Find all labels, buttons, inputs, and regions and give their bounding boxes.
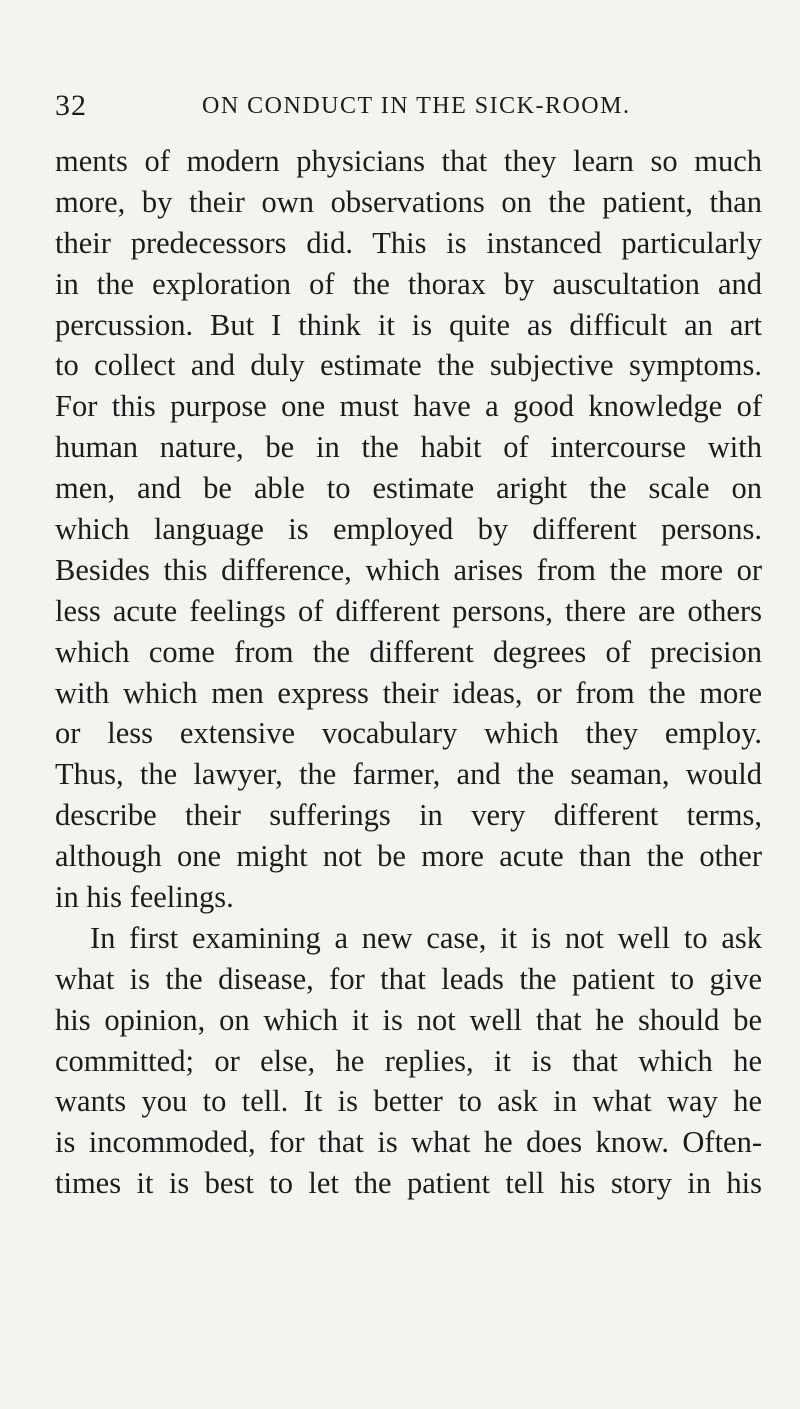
- text-line: to collect and duly estimate the subjective symptoms.: [55, 348, 762, 383]
- text-line: what is the disease, for that leads the patient to give: [55, 961, 762, 996]
- text-line: although one might not be more acute than the other: [55, 839, 762, 874]
- text-line: ments of modern physicians that they learn so much: [55, 144, 762, 178]
- paragraph-first-line: In first examining a new case, it is not well to ask: [90, 920, 762, 955]
- text-line: is incommoded, for that is what he does know. Often-: [55, 1125, 762, 1160]
- text-line: which come from the different degrees of precision: [55, 634, 762, 669]
- text-line: his opinion, on which it is not well that he should be: [55, 1002, 762, 1037]
- page-number: 32: [55, 89, 87, 122]
- text-line: times it is best to let the patient tell his story in his: [55, 1166, 762, 1201]
- text-line: Besides this difference, which arises from the more or: [55, 552, 762, 587]
- text-line: which language is employed by different persons.: [55, 512, 762, 547]
- running-title: ON CONDUCT IN THE SICK-ROOM.: [202, 93, 631, 119]
- text-line: their predecessors did. This is instanced particularly: [55, 225, 762, 260]
- text-line: in the exploration of the thorax by auscultation and: [55, 266, 762, 301]
- text-line: human nature, be in the habit of intercourse with: [55, 430, 762, 465]
- text-line: For this purpose one must have a good knowledge of: [55, 389, 762, 424]
- body-text: [55, 141, 765, 1204]
- text-line: committed; or else, he replies, it is that which he: [55, 1043, 762, 1078]
- page-header: [55, 88, 755, 124]
- text-line: less acute feelings of different persons, there are others: [55, 593, 762, 628]
- text-line: wants you to tell. It is better to ask in what way he: [55, 1084, 762, 1119]
- text-line: in his feelings.: [55, 880, 234, 915]
- text-line: with which men express their ideas, or from the more: [55, 675, 762, 710]
- text-line: describe their sufferings in very different terms,: [55, 798, 762, 833]
- text-line: or less extensive vocabulary which they employ.: [55, 716, 762, 751]
- text-line: percussion. But I think it is quite as difficult an art: [55, 307, 762, 342]
- text-line: more, by their own observations on the patient, than: [55, 184, 762, 219]
- text-line: men, and be able to estimate aright the scale on: [55, 471, 762, 506]
- text-line: Thus, the lawyer, the farmer, and the seaman, would: [55, 757, 762, 792]
